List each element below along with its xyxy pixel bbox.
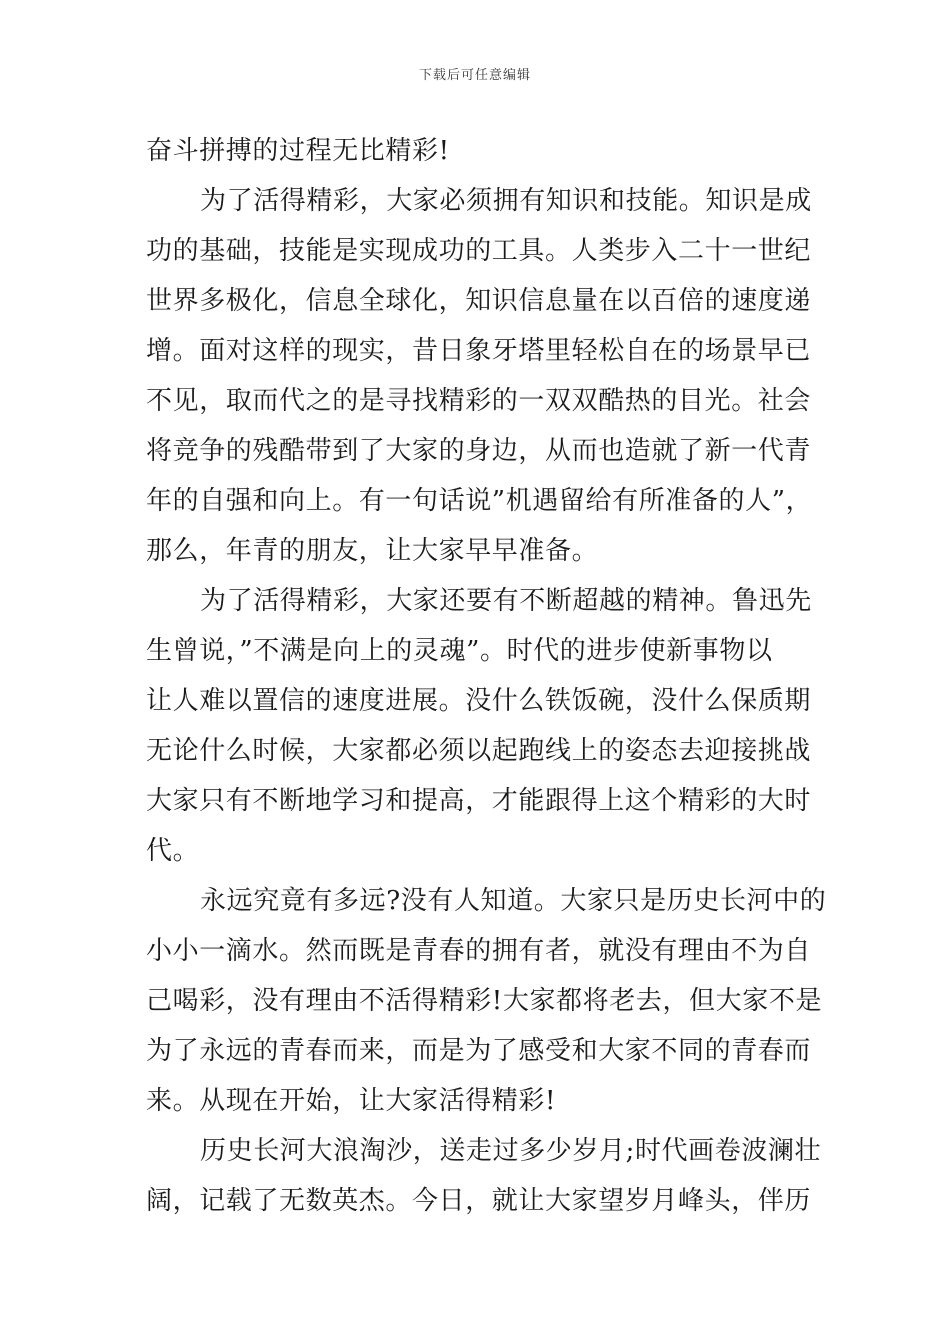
text-line: 己喝彩，没有理由不活得精彩!大家都将老去，但大家不是 (146, 986, 823, 1016)
text-line: 阔，记载了无数英杰。今日，就让大家望岁月峰头，伴历 (146, 1186, 812, 1216)
text-line: 世界多极化，信息全球化，知识信息量在以百倍的速度递 (146, 286, 812, 316)
text-line: 代。 (146, 836, 200, 866)
paragraph-first-line: 为了活得精彩，大家还要有不断超越的精神。鲁迅先 (200, 586, 812, 616)
paragraph-first-line: 历史长河大浪淘沙，送走过多少岁月;时代画卷波澜壮 (200, 1136, 822, 1166)
paragraph-first-line: 为了活得精彩，大家必须拥有知识和技能。知识是成 (200, 186, 812, 216)
text-line: 让人难以置信的速度进展。没什么铁饭碗，没什么保质期 (146, 686, 812, 716)
text-line: 增。面对这样的现实，昔日象牙塔里轻松自在的场景早已 (146, 336, 812, 366)
text-line: 功的基础，技能是实现成功的工具。人类步入二十一世纪 (146, 236, 812, 266)
text-line: 小小一滴水。然而既是青春的拥有者，就没有理由不为自 (146, 936, 812, 966)
text-line: 那么，年青的朋友，让大家早早准备。 (146, 536, 599, 566)
page-header: 下载后可任意编辑 (418, 68, 531, 83)
text-line: 奋斗拼搏的过程无比精彩! (146, 136, 450, 166)
text-line: 为了永远的青春而来，而是为了感受和大家不同的青春而 (146, 1036, 812, 1066)
text-line: 无论什么时候，大家都必须以起跑线上的姿态去迎接挑战 (146, 736, 812, 766)
text-line: 不见，取而代之的是寻找精彩的一双双酷热的目光。社会 (146, 386, 812, 416)
text-line: 年的自强和向上。有一句话说”机遇留给有所准备的人”， (146, 486, 813, 516)
paragraph-first-line: 永远究竟有多远?没有人知道。大家只是历史长河中的 (200, 886, 827, 916)
text-line: 大家只有不断地学习和提高，才能跟得上这个精彩的大时 (146, 786, 812, 816)
text-line: 将竞争的残酷带到了大家的身边，从而也造就了新一代青 (146, 436, 812, 466)
text-line: 来。从现在开始，让大家活得精彩! (146, 1086, 557, 1116)
text-line: 生曾说，”不满是向上的灵魂”。时代的进步使新事物以 (146, 636, 773, 666)
